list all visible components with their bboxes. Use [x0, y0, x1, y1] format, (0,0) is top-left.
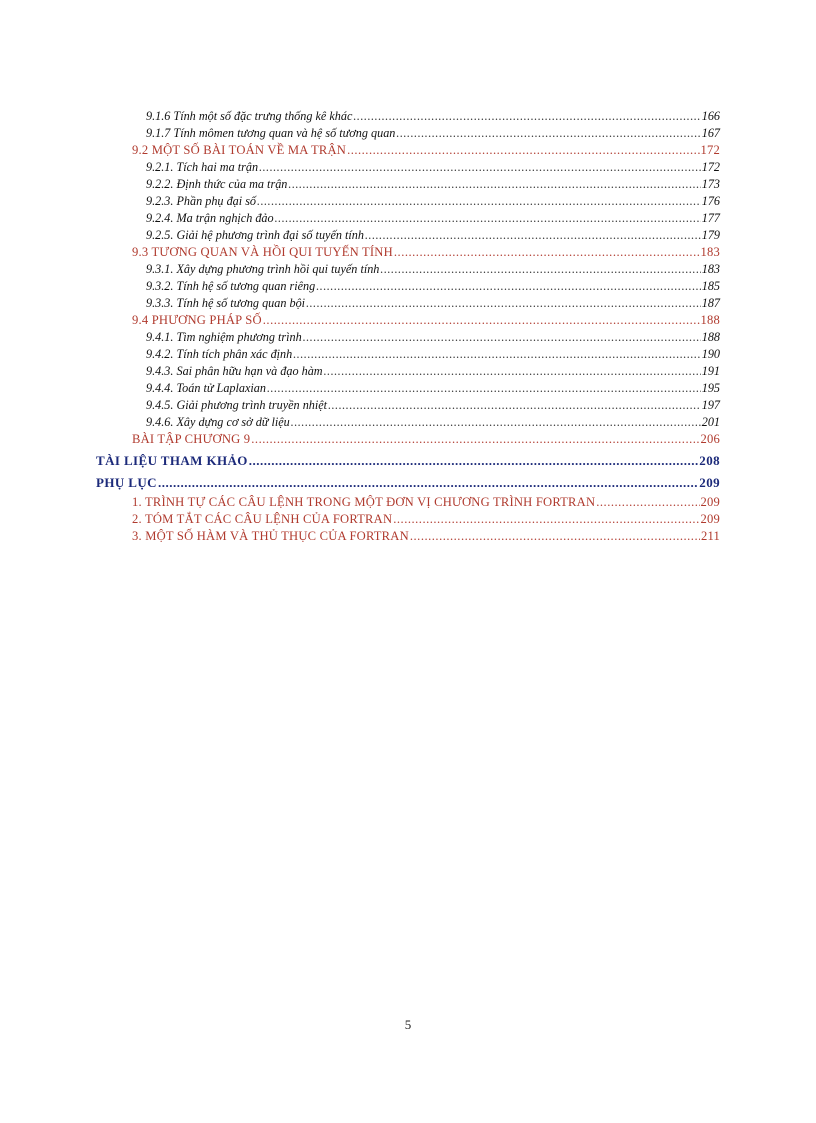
toc-section[interactable]: [132, 431, 720, 448]
toc-leader-dots: [365, 227, 701, 244]
toc-entry[interactable]: [146, 346, 720, 363]
toc-leader-dots: [259, 159, 701, 176]
toc-entry-title: 9.2.2. Định thức của ma trận: [146, 177, 288, 191]
toc-leader-dots: [380, 261, 700, 278]
toc-section-page: 209: [700, 512, 720, 526]
toc-leader-dots: [596, 494, 699, 511]
toc-chapter[interactable]: [96, 452, 720, 470]
toc-entry[interactable]: [146, 363, 720, 380]
toc-section-title: 1. TRÌNH TỰ CÁC CÂU LỆNH TRONG MỘT ĐƠN VỊ CHƯƠNG TRÌNH FORTRAN: [132, 495, 596, 509]
toc-section[interactable]: [132, 142, 720, 159]
toc-entry[interactable]: [146, 278, 720, 295]
toc-entry-title: 9.4.2. Tính tích phân xác định: [146, 347, 293, 361]
toc-leader-dots: [393, 511, 699, 528]
toc-entry[interactable]: [146, 159, 720, 176]
toc-entry-page: 190: [701, 347, 720, 361]
toc-entry[interactable]: [146, 261, 720, 278]
toc-section-page: 211: [700, 529, 720, 543]
toc-entry-page: 177: [701, 211, 720, 225]
toc-leader-dots: [251, 431, 699, 448]
toc-section[interactable]: [132, 244, 720, 261]
toc-entry-page: 195: [701, 381, 720, 395]
toc-entry-title: 9.2.5. Giải hệ phương trình đại số tuyến tính: [146, 228, 364, 242]
toc-section[interactable]: [132, 312, 720, 329]
toc-entry-title: 9.3.2. Tính hệ số tương quan riêng: [146, 279, 316, 293]
toc-leader-dots: [316, 278, 700, 295]
toc-entry[interactable]: [146, 227, 720, 244]
toc-entry-title: 9.3.1. Xây dựng phương trình hồi qui tuyến tính: [146, 262, 380, 276]
toc-leader-dots: [293, 346, 700, 363]
toc-leader-dots: [353, 108, 700, 125]
toc-entry-title: 9.1.7 Tính mômen tương quan và hệ số tương quan: [146, 126, 396, 140]
toc-section-title: 9.4 PHƯƠNG PHÁP SỐ: [132, 313, 262, 327]
toc-section-title: BÀI TẬP CHƯƠNG 9: [132, 432, 251, 446]
toc-leader-dots: [410, 528, 700, 545]
toc-entry[interactable]: [146, 329, 720, 346]
toc-leader-dots: [306, 295, 701, 312]
toc-section[interactable]: [132, 494, 720, 511]
toc-entry-page: 191: [701, 364, 720, 378]
toc-chapter-page: 208: [699, 453, 720, 468]
toc-leader-dots: [291, 414, 701, 431]
toc-entry-page: 201: [701, 415, 720, 429]
toc-leader-dots: [267, 380, 701, 397]
page-number: 5: [404, 1017, 412, 1032]
toc-leader-dots: [303, 329, 701, 346]
table-of-contents: [96, 108, 720, 545]
toc-entry[interactable]: [146, 210, 720, 227]
toc-entry-page: 179: [701, 228, 720, 242]
toc-entry-title: 9.4.5. Giải phương trình truyền nhiệt: [146, 398, 328, 412]
toc-entry[interactable]: [146, 125, 720, 142]
toc-leader-dots: [257, 193, 701, 210]
toc-entry-page: 197: [701, 398, 720, 412]
toc-entry-page: 176: [701, 194, 720, 208]
toc-section-page: 188: [700, 313, 720, 327]
toc-leader-dots: [263, 312, 700, 329]
toc-leader-dots: [158, 474, 698, 492]
toc-section[interactable]: [132, 528, 720, 545]
toc-entry-title: 9.4.3. Sai phân hữu hạn và đạo hàm: [146, 364, 323, 378]
toc-leader-dots: [347, 142, 699, 159]
toc-chapter-page: 209: [699, 475, 720, 490]
toc-entry-page: 185: [701, 279, 720, 293]
toc-entry[interactable]: [146, 176, 720, 193]
toc-section-title: 2. TÓM TẮT CÁC CÂU LỆNH CỦA FORTRAN: [132, 512, 393, 526]
toc-section-page: 209: [700, 495, 720, 509]
toc-entry-page: 188: [701, 330, 720, 344]
toc-entry[interactable]: [146, 397, 720, 414]
toc-section-page: 172: [700, 143, 720, 157]
toc-entry-title: 9.2.1. Tích hai ma trận: [146, 160, 259, 174]
toc-leader-dots: [324, 363, 701, 380]
toc-entry-title: 9.4.4. Toán tử Laplaxian: [146, 381, 266, 395]
toc-leader-dots: [394, 244, 700, 261]
toc-entry-title: 9.4.6. Xây dựng cơ sở dữ liệu: [146, 415, 290, 429]
toc-entry[interactable]: [146, 108, 720, 125]
toc-entry-page: 173: [701, 177, 720, 191]
toc-entry-title: 9.2.3. Phần phụ đại số: [146, 194, 257, 208]
toc-chapter-title: PHỤ LỤC: [96, 475, 157, 490]
toc-entry-title: 9.4.1. Tìm nghiệm phương trình: [146, 330, 302, 344]
toc-leader-dots: [288, 176, 700, 193]
toc-leader-dots: [396, 125, 700, 142]
toc-entry-page: 166: [701, 109, 720, 123]
toc-entry-title: 9.1.6 Tính một số đặc trưng thống kê khác: [146, 109, 353, 123]
toc-leader-dots: [328, 397, 701, 414]
toc-section[interactable]: [132, 511, 720, 528]
toc-section-title: 3. MỘT SỐ HÀM VÀ THỦ THỤC CỦA FORTRAN: [132, 529, 409, 543]
toc-entry-page: 183: [701, 262, 720, 276]
toc-entry-page: 187: [701, 296, 720, 310]
toc-entry[interactable]: [146, 193, 720, 210]
toc-entry-title: 9.3.3. Tính hệ số tương quan bội: [146, 296, 306, 310]
toc-entry-page: 172: [701, 160, 720, 174]
toc-entry-title: 9.2.4. Ma trận nghịch đảo: [146, 211, 274, 225]
toc-entry[interactable]: [146, 295, 720, 312]
toc-chapter[interactable]: [96, 474, 720, 492]
toc-entry[interactable]: [146, 414, 720, 431]
toc-chapter-title: TÀI LIỆU THAM KHẢO: [96, 453, 248, 468]
toc-entry-page: 167: [701, 126, 720, 140]
toc-leader-dots: [275, 210, 701, 227]
toc-section-title: 9.2 MỘT SỐ BÀI TOÁN VỀ MA TRẬN: [132, 143, 347, 157]
toc-section-title: 9.3 TƯƠNG QUAN VÀ HỒI QUI TUYẾN TÍNH: [132, 245, 393, 259]
toc-entry[interactable]: [146, 380, 720, 397]
toc-section-page: 183: [700, 245, 720, 259]
toc-leader-dots: [249, 452, 699, 470]
toc-section-page: 206: [700, 432, 720, 446]
